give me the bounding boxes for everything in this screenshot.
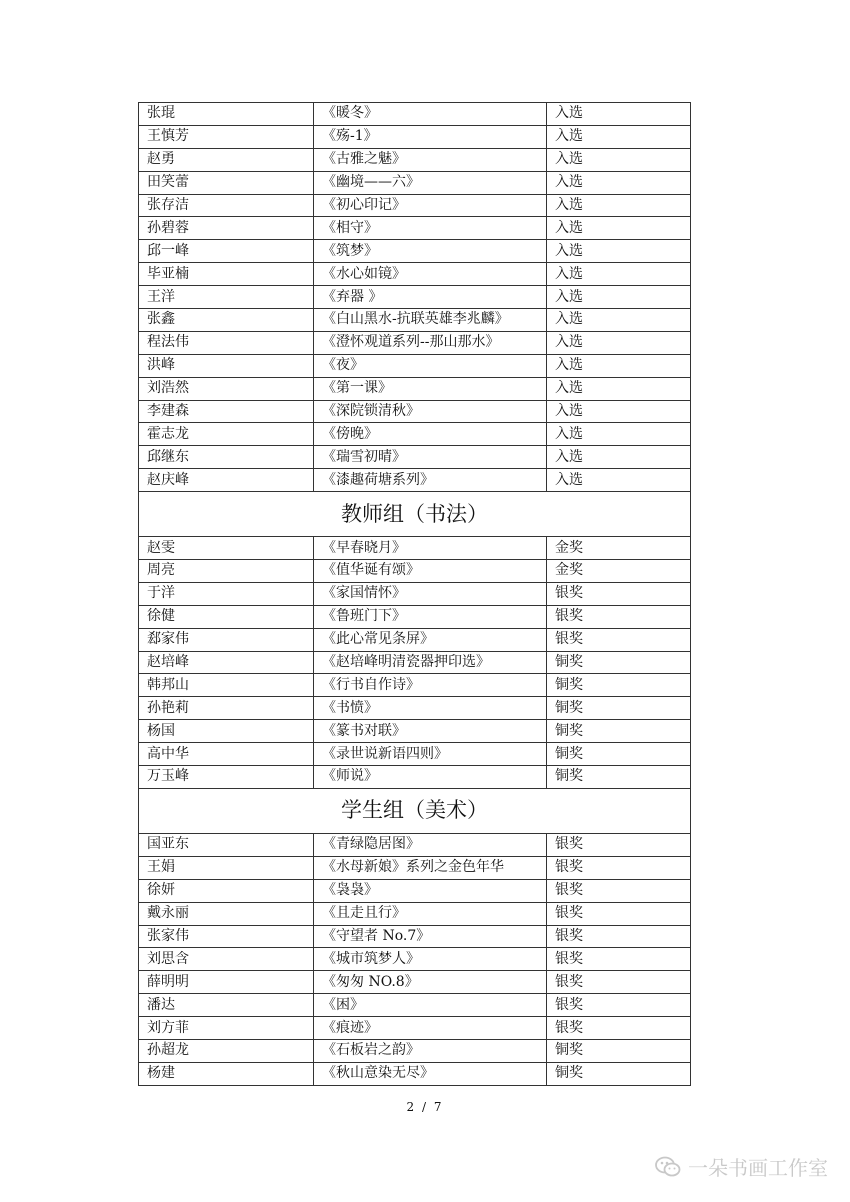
work-title-cell: 《师说》	[314, 766, 547, 789]
watermark-text: 一朵书画工作室	[688, 1156, 828, 1180]
award-cell: 银奖	[547, 856, 691, 879]
award-cell: 入选	[547, 354, 691, 377]
artist-name-cell: 邱继东	[139, 446, 314, 469]
artist-name-cell: 霍志龙	[139, 423, 314, 446]
award-cell: 铜奖	[547, 697, 691, 720]
work-title-cell: 《篆书对联》	[314, 720, 547, 743]
award-cell: 铜奖	[547, 674, 691, 697]
artist-name-cell: 程法伟	[139, 331, 314, 354]
artist-name-cell: 孙碧蓉	[139, 217, 314, 240]
artist-name-cell: 国亚东	[139, 833, 314, 856]
table-row	[139, 286, 691, 309]
table-row	[139, 720, 691, 743]
table-row	[139, 628, 691, 651]
award-cell: 金奖	[547, 537, 691, 560]
table-row	[139, 148, 691, 171]
award-cell: 入选	[547, 148, 691, 171]
artist-name-cell: 赵庆峰	[139, 469, 314, 492]
artist-name-cell: 毕亚楠	[139, 263, 314, 286]
artist-name-cell: 杨国	[139, 720, 314, 743]
artist-name-cell: 田笑蕾	[139, 171, 314, 194]
artist-name-cell: 刘浩然	[139, 377, 314, 400]
artist-name-cell: 赵勇	[139, 148, 314, 171]
artist-name-cell: 张存洁	[139, 194, 314, 217]
artist-name-cell: 邱一峰	[139, 240, 314, 263]
award-cell: 入选	[547, 217, 691, 240]
table-row	[139, 194, 691, 217]
table-row	[139, 856, 691, 879]
table-row	[139, 263, 691, 286]
table-row	[139, 560, 691, 583]
watermark	[654, 1152, 828, 1181]
artist-name-cell: 杨建	[139, 1062, 314, 1085]
section-title: 学生组（美术）	[139, 788, 691, 833]
table-row	[139, 879, 691, 902]
table-row	[139, 125, 691, 148]
work-title-cell: 《匆匆 NO.8》	[314, 971, 547, 994]
table-row	[139, 994, 691, 1017]
work-title-cell: 《城市筑梦人》	[314, 948, 547, 971]
artist-name-cell: 张鑫	[139, 309, 314, 332]
work-title-cell: 《此心常见条屏》	[314, 628, 547, 651]
award-cell: 银奖	[547, 971, 691, 994]
award-cell: 入选	[547, 263, 691, 286]
work-title-cell: 《殇-1》	[314, 125, 547, 148]
artist-name-cell: 韩邦山	[139, 674, 314, 697]
table-row	[139, 1017, 691, 1040]
award-cell: 铜奖	[547, 743, 691, 766]
section-header-row	[139, 788, 691, 833]
award-table-body	[139, 103, 691, 1086]
table-row	[139, 423, 691, 446]
award-cell: 银奖	[547, 902, 691, 925]
table-row	[139, 217, 691, 240]
table-row	[139, 309, 691, 332]
award-cell: 铜奖	[547, 651, 691, 674]
artist-name-cell: 赵雯	[139, 537, 314, 560]
award-cell: 入选	[547, 103, 691, 126]
table-row	[139, 400, 691, 423]
award-cell: 银奖	[547, 925, 691, 948]
award-cell: 入选	[547, 171, 691, 194]
work-title-cell: 《早春晓月》	[314, 537, 547, 560]
table-row	[139, 103, 691, 126]
table-row	[139, 902, 691, 925]
work-title-cell: 《赵培峰明清瓷器押印选》	[314, 651, 547, 674]
work-title-cell: 《傍晚》	[314, 423, 547, 446]
table-row	[139, 605, 691, 628]
work-title-cell: 《水母新娘》系列之金色年华	[314, 856, 547, 879]
artist-name-cell: 王慎芳	[139, 125, 314, 148]
artist-name-cell: 王洋	[139, 286, 314, 309]
work-title-cell: 《深院锁清秋》	[314, 400, 547, 423]
artist-name-cell: 万玉峰	[139, 766, 314, 789]
table-row	[139, 743, 691, 766]
table-row	[139, 240, 691, 263]
work-title-cell: 《第一课》	[314, 377, 547, 400]
section-header-row	[139, 492, 691, 537]
work-title-cell: 《石板岩之韵》	[314, 1039, 547, 1062]
artist-name-cell: 于洋	[139, 582, 314, 605]
work-title-cell: 《值华诞有颂》	[314, 560, 547, 583]
table-row	[139, 766, 691, 789]
award-cell: 入选	[547, 331, 691, 354]
award-cell: 银奖	[547, 1017, 691, 1040]
table-row	[139, 377, 691, 400]
award-cell: 入选	[547, 125, 691, 148]
work-title-cell: 《且走且行》	[314, 902, 547, 925]
award-cell: 银奖	[547, 948, 691, 971]
artist-name-cell: 徐健	[139, 605, 314, 628]
work-title-cell: 《书愤》	[314, 697, 547, 720]
work-title-cell: 《袅袅》	[314, 879, 547, 902]
work-title-cell: 《家国情怀》	[314, 582, 547, 605]
table-row	[139, 354, 691, 377]
work-title-cell: 《相守》	[314, 217, 547, 240]
artist-name-cell: 赵培峰	[139, 651, 314, 674]
award-table	[138, 102, 691, 1086]
table-row	[139, 1039, 691, 1062]
work-title-cell: 《古雅之魅》	[314, 148, 547, 171]
artist-name-cell: 张家伟	[139, 925, 314, 948]
award-cell: 银奖	[547, 605, 691, 628]
award-cell: 入选	[547, 400, 691, 423]
table-row	[139, 582, 691, 605]
award-cell: 入选	[547, 469, 691, 492]
work-title-cell: 《弃器 》	[314, 286, 547, 309]
work-title-cell: 《守望者 No.7》	[314, 925, 547, 948]
table-row	[139, 446, 691, 469]
wechat-icon	[654, 1155, 682, 1179]
award-cell: 银奖	[547, 833, 691, 856]
work-title-cell: 《夜》	[314, 354, 547, 377]
table-row	[139, 651, 691, 674]
work-title-cell: 《幽境——六》	[314, 171, 547, 194]
artist-name-cell: 刘方菲	[139, 1017, 314, 1040]
work-title-cell: 《困》	[314, 994, 547, 1017]
table-row	[139, 171, 691, 194]
work-title-cell: 《水心如镜》	[314, 263, 547, 286]
award-cell: 入选	[547, 194, 691, 217]
award-cell: 入选	[547, 286, 691, 309]
award-cell: 银奖	[547, 628, 691, 651]
work-title-cell: 《初心印记》	[314, 194, 547, 217]
table-row	[139, 948, 691, 971]
artist-name-cell: 徐妍	[139, 879, 314, 902]
award-cell: 银奖	[547, 994, 691, 1017]
artist-name-cell: 洪峰	[139, 354, 314, 377]
table-row	[139, 469, 691, 492]
artist-name-cell: 刘思含	[139, 948, 314, 971]
work-title-cell: 《秋山意染无尽》	[314, 1062, 547, 1085]
award-cell: 铜奖	[547, 720, 691, 743]
table-row	[139, 971, 691, 994]
work-title-cell: 《澄怀观道系列--那山那水》	[314, 331, 547, 354]
work-title-cell: 《白山黑水-抗联英雄李兆麟》	[314, 309, 547, 332]
section-title: 教师组（书法）	[139, 492, 691, 537]
work-title-cell: 《痕迹》	[314, 1017, 547, 1040]
artist-name-cell: 张琨	[139, 103, 314, 126]
table-row	[139, 697, 691, 720]
award-cell: 银奖	[547, 879, 691, 902]
work-title-cell: 《青绿隐居图》	[314, 833, 547, 856]
page-number: 2 / 7	[406, 1100, 444, 1114]
award-cell: 金奖	[547, 560, 691, 583]
award-cell: 入选	[547, 309, 691, 332]
work-title-cell: 《行书自作诗》	[314, 674, 547, 697]
artist-name-cell: 高中华	[139, 743, 314, 766]
work-title-cell: 《鲁班门下》	[314, 605, 547, 628]
award-cell: 银奖	[547, 582, 691, 605]
artist-name-cell: 薛明明	[139, 971, 314, 994]
table-row	[139, 1062, 691, 1085]
table-row	[139, 674, 691, 697]
award-cell: 铜奖	[547, 1039, 691, 1062]
award-cell: 铜奖	[547, 766, 691, 789]
artist-name-cell: 李建森	[139, 400, 314, 423]
artist-name-cell: 孙艳莉	[139, 697, 314, 720]
award-cell: 入选	[547, 423, 691, 446]
work-title-cell: 《瑞雪初晴》	[314, 446, 547, 469]
artist-name-cell: 郄家伟	[139, 628, 314, 651]
award-cell: 入选	[547, 446, 691, 469]
artist-name-cell: 孙超龙	[139, 1039, 314, 1062]
award-cell: 铜奖	[547, 1062, 691, 1085]
table-row	[139, 833, 691, 856]
work-title-cell: 《录世说新语四则》	[314, 743, 547, 766]
award-cell: 入选	[547, 240, 691, 263]
work-title-cell: 《暖冬》	[314, 103, 547, 126]
artist-name-cell: 王娟	[139, 856, 314, 879]
table-row	[139, 925, 691, 948]
award-cell: 入选	[547, 377, 691, 400]
table-row	[139, 537, 691, 560]
work-title-cell: 《漆趣荷塘系列》	[314, 469, 547, 492]
artist-name-cell: 周亮	[139, 560, 314, 583]
work-title-cell: 《筑梦》	[314, 240, 547, 263]
artist-name-cell: 潘达	[139, 994, 314, 1017]
table-row	[139, 331, 691, 354]
artist-name-cell: 戴永丽	[139, 902, 314, 925]
